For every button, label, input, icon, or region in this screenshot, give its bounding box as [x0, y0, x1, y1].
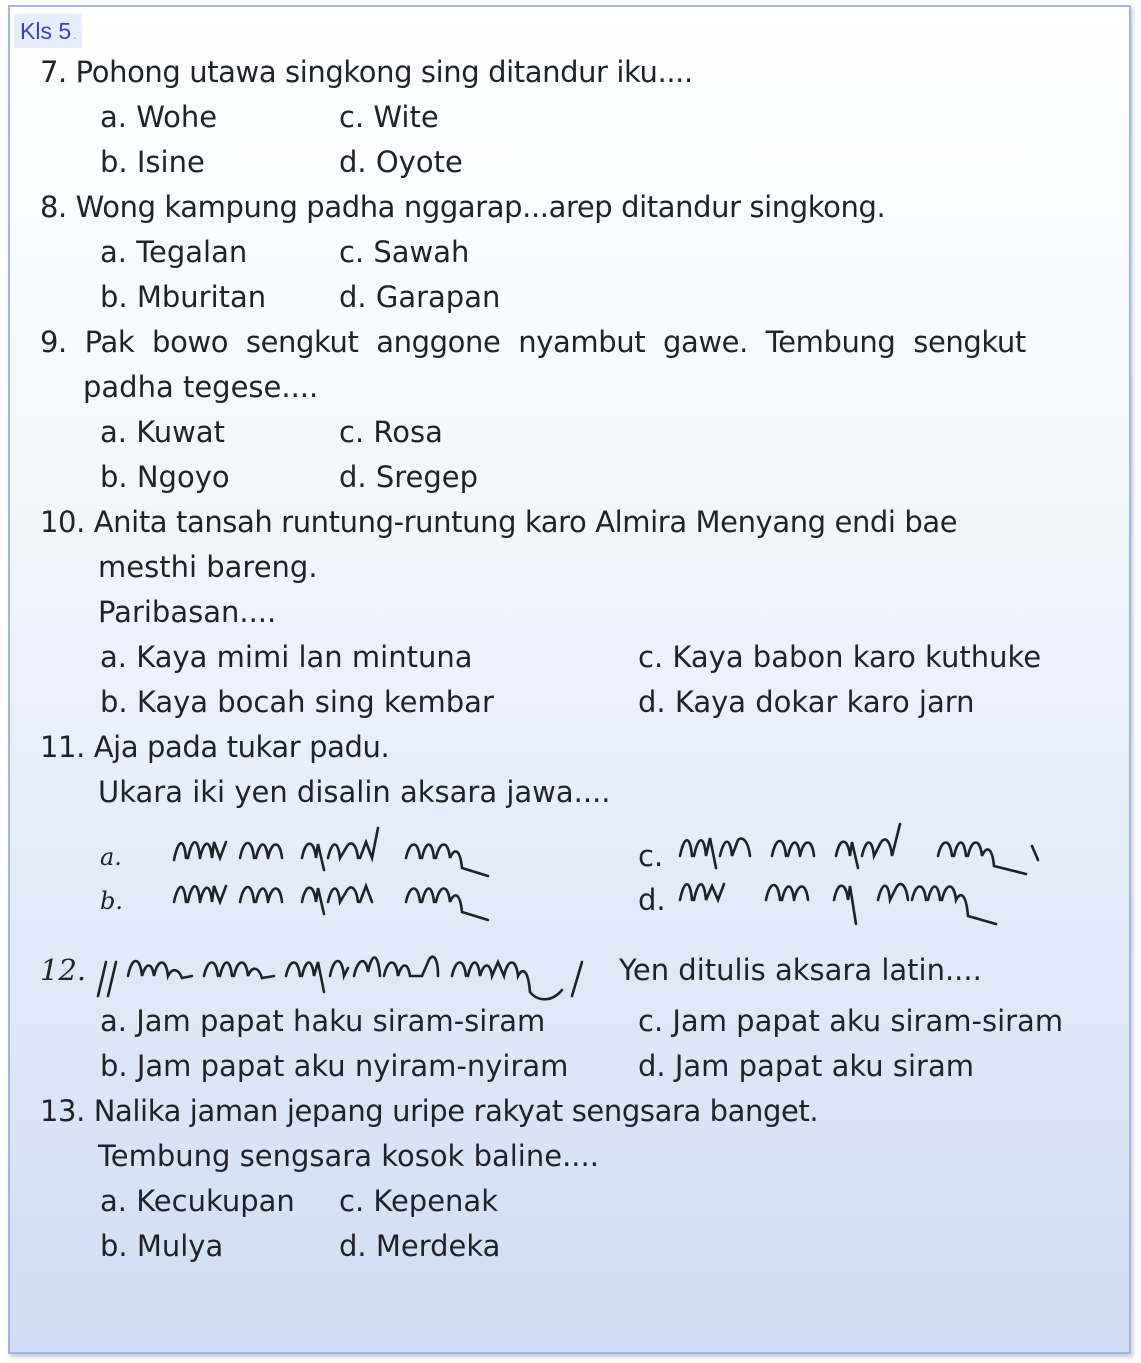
q12-option-a: a. Jam papat haku siram-siram	[100, 1004, 546, 1038]
class-label-dot: .	[73, 28, 77, 42]
q9-option-b: b. Ngoyo	[100, 460, 230, 494]
q13-option-a: a. Kecukupan	[100, 1184, 295, 1218]
q9-option-c: c. Rosa	[339, 415, 443, 449]
q11-option-c-label: c.	[638, 839, 664, 873]
q12-option-c: c. Jam papat aku siram-siram	[638, 1004, 1064, 1038]
question-10-line-3: Paribasan....	[98, 595, 277, 629]
question-9-line-2: padha tegese....	[83, 370, 319, 404]
q13-option-c: c. Kepenak	[339, 1184, 498, 1218]
q11-option-b-label: b.	[100, 887, 123, 915]
q13-option-d: d. Merdeka	[339, 1229, 501, 1263]
class-label-text: Kls 5	[20, 18, 72, 44]
question-10-line-1: 10. Anita tansah runtung-runtung karo Almira Menyang endi bae	[40, 505, 958, 539]
q11-option-a-label: a.	[100, 843, 122, 871]
question-13-line-2: Tembung sengsara kosok baline....	[98, 1139, 599, 1173]
q7-option-c: c. Wite	[339, 100, 439, 134]
class-label	[14, 14, 82, 48]
q9-option-d: d. Sregep	[339, 460, 479, 494]
question-10-line-2: mesthi bareng.	[98, 550, 318, 584]
q11-option-d-javanese-script	[676, 858, 1026, 918]
q7-option-b: b. Isine	[100, 145, 205, 179]
question-8: 8. Wong kampung padha nggarap...arep ditandur singkong.	[40, 190, 886, 224]
question-7: 7. Pohong utawa singkong sing ditandur iku....	[40, 55, 693, 89]
q10-option-b: b. Kaya bocah sing kembar	[100, 685, 494, 719]
question-12-number: 12.	[40, 953, 87, 987]
q8-option-c: c. Sawah	[339, 235, 470, 269]
question-9-line-1: 9. Pak bowo sengkut anggone nyambut gawe. Tembung sengkut	[40, 325, 1026, 359]
q12-option-b: b. Jam papat aku nyiram-nyiram	[100, 1049, 569, 1083]
q10-option-a: a. Kaya mimi lan mintuna	[100, 640, 473, 674]
question-13-line-1: 13. Nalika jaman jepang uripe rakyat sengsara banget.	[40, 1094, 819, 1128]
q7-option-d: d. Oyote	[339, 145, 463, 179]
question-11-line-2: Ukara iki yen disalin aksara jawa....	[98, 775, 611, 809]
q7-option-a: a. Wohe	[100, 100, 218, 134]
q10-option-d: d. Kaya dokar karo jarn	[638, 685, 975, 719]
q11-option-b-javanese-script	[170, 862, 510, 922]
question-12-text: Yen ditulis aksara latin....	[619, 953, 982, 987]
q11-option-d-label: d.	[638, 883, 666, 917]
q8-option-d: d. Garapan	[339, 280, 501, 314]
q8-option-b: b. Mburitan	[100, 280, 267, 314]
q12-option-d: d. Jam papat aku siram	[638, 1049, 974, 1083]
q10-option-c: c. Kaya babon karo kuthuke	[638, 640, 1042, 674]
q9-option-a: a. Kuwat	[100, 415, 226, 449]
q12-javanese-script	[92, 932, 612, 992]
question-11-line-1: 11. Aja pada tukar padu.	[40, 730, 390, 764]
q13-option-b: b. Mulya	[100, 1229, 224, 1263]
q8-option-a: a. Tegalan	[100, 235, 248, 269]
